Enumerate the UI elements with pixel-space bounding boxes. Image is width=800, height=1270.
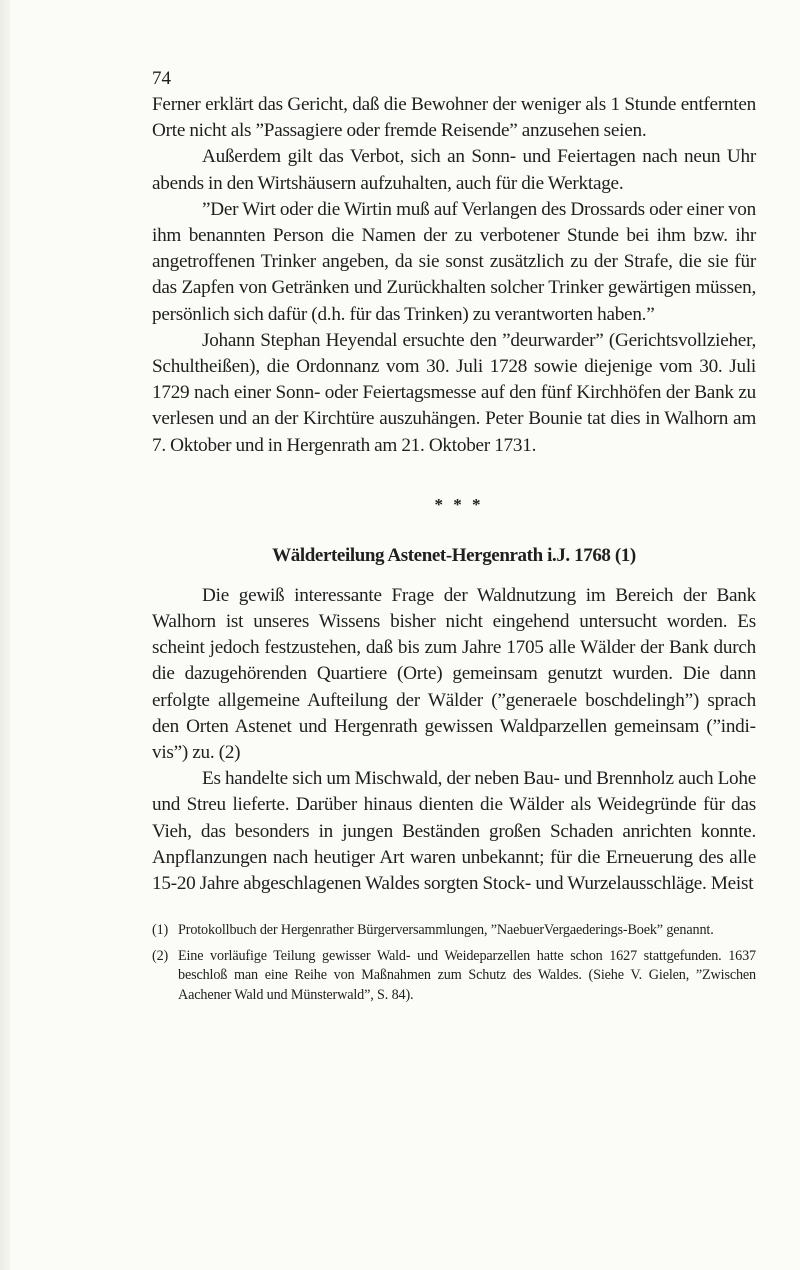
footnote <box>152 947 756 1006</box>
paragraph: Außerdem gilt das Verbot, sich an Sonn- und Feiertagen nach neun Uhr abends in den Wirtshäusern aufzuhalten, auch für die Werktage. <box>152 146 756 194</box>
section-body <box>152 583 756 897</box>
page-number: 74 <box>152 68 171 89</box>
footnote <box>152 921 756 941</box>
body-text <box>152 92 756 459</box>
section-divider: * * * <box>434 494 484 514</box>
section-heading: Wälderteilung Astenet-Hergenrath i.J. 1768 (1) <box>272 544 636 566</box>
footnote-text: Protokollbuch der Hergenrather Bürgerversammlungen, ”NaebuerVergaederings-Boek” genannt. <box>178 922 714 939</box>
page-binding-edge <box>0 0 10 1270</box>
paragraph: Johann Stephan Heyendal ersuchte den ”deurwarder” (Gerichtsvollzieher, Schultheißen), die Ordonnanz vom 30. Juli 1728 sowie diejenige vom 30. Juli 1729 nach einer Sonn- oder Feiertagsmesse auf den fünf Kirchhöfen der Bank zu verlesen und an der Kirchtüre auszuhängen. Peter Bounie tat dies in Walhorn am 7. Oktober und in Hergenrath am 21. Oktober 1731. <box>152 329 756 456</box>
footnote-marker: (1) <box>152 922 169 939</box>
paragraph: ”Der Wirt oder die Wirtin muß auf Verlangen des Drossards oder einer von ihm benannten Person die Namen der zu verbotener Stunde bei ihm bzw. ihr angetroffenen Trinker angeben, da sie sonst zusätzlich zu der Strafe, die sie für das Zapfen von Getränken und Zurückhalten solcher Trinker gewärtigen müssen, persönlich sich dafür (d.h. für das Trinken) zu verantworten haben.” <box>152 198 756 325</box>
paragraph: Die gewiß interessante Frage der Waldnutzung im Bereich der Bank Walhorn ist unseres Wissens bisher nicht eingehend untersucht worden. Es scheint jedoch festzustehen, daß bis zum Jahre 1705 alle Wälder der Bank durch die dazugehörenden Quartiere (Orte) gemeinsam genutzt wurden. Die dann erfolgte allgemeine Aufteilung der Wälder (”generaele boschdelingh”) sprach den Orten Astenet und Hergenrath gewissen Waldparzellen gemeinsam (”indivis”) zu. (2) <box>152 584 756 764</box>
book-page <box>152 66 756 1011</box>
paragraph: Ferner erklärt das Gericht, daß die Bewohner der weniger als 1 Stunde entfernten Orte nicht als ”Passagiere oder fremde Reisende” anzusehen seien. <box>152 94 756 142</box>
footnote-text: Eine vorläufige Teilung gewisser Wald- und Weideparzellen hatte schon 1627 stattgefunden. 1637 beschloß man eine Reihe von Maßnahmen zum Schutz des Waldes. (Siehe V. Gielen, ”Zwischen Aachener Wald und Münsterwald”, S. 84). <box>178 947 756 1003</box>
footnote-marker: (2) <box>152 947 169 964</box>
footnotes <box>152 921 756 1005</box>
paragraph: Es handelte sich um Mischwald, der neben Bau- und Brennholz auch Lohe und Streu lieferte. Darüber hinaus dienten die Wälder als Weidegründe für das Vieh, das besonders in jungen Beständen großen Schaden anrichten konnte. Anpflanzungen nach heutiger Art waren unbekannt; für die Erneuerung des alle 15-20 Jahre abgeschlagenen Waldes sorgten Stock- und Wurzelausschläge. Meist <box>152 768 756 895</box>
